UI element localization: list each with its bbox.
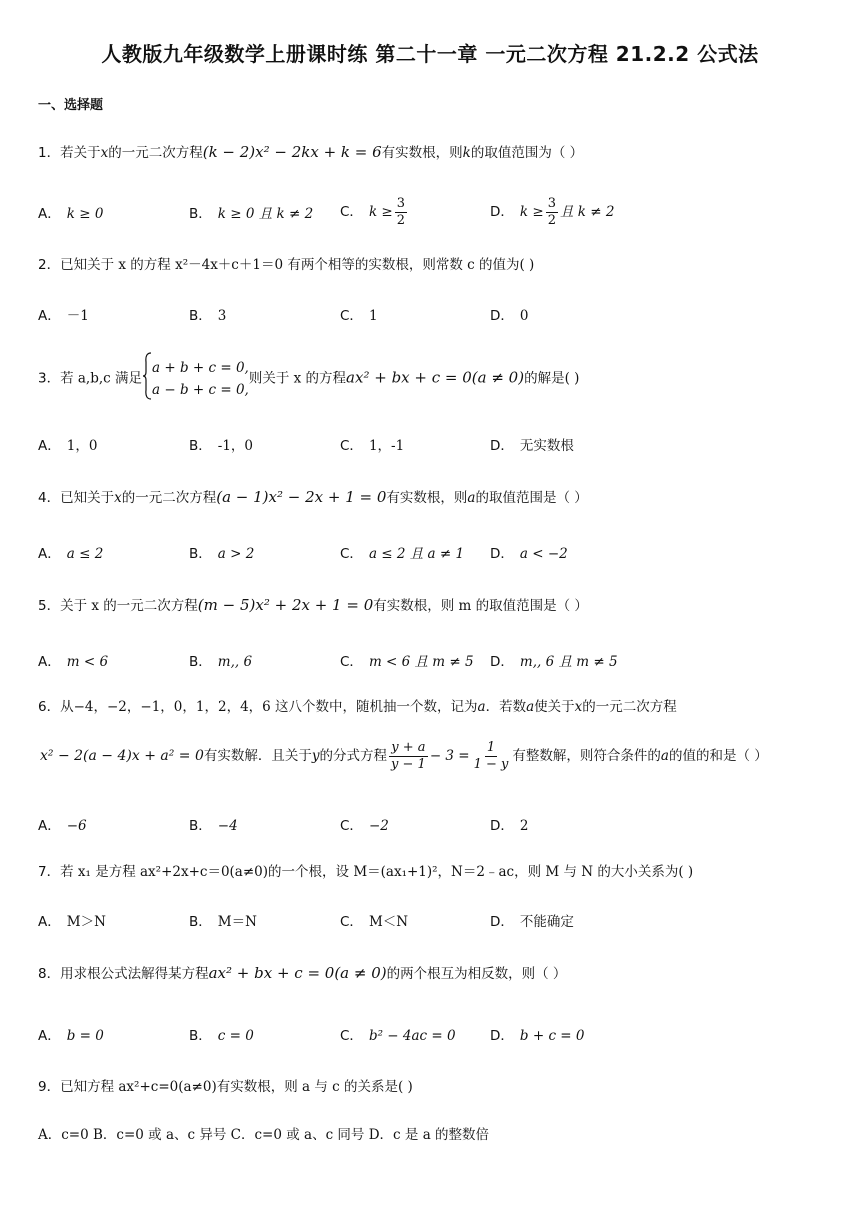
option-b[interactable]: B． M＝N xyxy=(189,914,257,930)
question-6-line-2: x² − 2(a − 4)x + a² = 0有实数解．且关于y的分式方程 $\frac{y + a}{y - 1}$ − 3 = $\frac{1}{1 - y}$ 有整数解，则符合条件的a的值的和是（ ） xyxy=(40,740,768,772)
option-d[interactable]: D． 无实数根 xyxy=(490,438,574,454)
question-4: 4．已知关于x的一元二次方程(a − 1)x² − 2x + 1 = 0有实数根，则a的取值范围是（ ） xyxy=(38,488,588,506)
question-1: 1．若关于x的一元二次方程(k − 2)x² − 2kx + k = 6有实数根，则k的取值范围为（ ） xyxy=(38,143,584,161)
option-a[interactable]: A． −6 xyxy=(38,818,87,834)
fraction: $\frac{3}{2}$ xyxy=(396,196,406,228)
option-c[interactable]: C． m < 6 且 m ≠ 5 xyxy=(340,654,474,670)
option-b[interactable]: B． 3 xyxy=(189,308,227,324)
question-6: 6．从−4，−2，−1，0，1，2，4，6 这八个数中，随机抽一个数，记为a．若数a使关于x的一元二次方程 xyxy=(38,699,677,715)
option-c[interactable]: C． a ≤ 2 且 a ≠ 1 xyxy=(340,546,465,562)
option-c[interactable]: C． k ≥ $\frac{3}{2}$ xyxy=(340,196,406,228)
fraction: $\frac{y + a}{y - 1}$ xyxy=(391,740,426,772)
question-9: 9．已知方程 ax²+c=0(a≠0)有实数根，则 a 与 c 的关系是( ) xyxy=(38,1079,413,1095)
option-a[interactable]: A． b = 0 xyxy=(38,1028,104,1044)
option-c[interactable]: C． b² − 4ac = 0 xyxy=(340,1028,456,1044)
question-7: 7．若 x₁ 是方程 ax²+2x+c＝0(a≠0)的一个根，设 M＝(ax₁+1)²，N＝2﹣ac，则 M 与 N 的大小关系为( ) xyxy=(38,864,694,880)
question-2: 2．已知关于 x 的方程 x²－4x＋c＋1＝0 有两个相等的实数根，则常数 c 的值为( ) xyxy=(38,257,535,273)
fraction: $\frac{1}{1 - y}$ xyxy=(473,740,509,772)
question-5: 5．关于 x 的一元二次方程(m − 5)x² + 2x + 1 = 0有实数根，则 m 的取值范围是（ ） xyxy=(38,596,588,614)
option-a[interactable]: A． －1 xyxy=(38,308,89,324)
options-9[interactable]: A．c=0 B．c=0 或 a、c 异号 C．c=0 或 a、c 同号 D．c 是 a 的整数倍 xyxy=(38,1127,490,1143)
option-a[interactable]: A． k ≥ 0 xyxy=(38,206,104,222)
option-d[interactable]: D． 2 xyxy=(490,818,529,834)
question-number: 1． xyxy=(38,145,61,161)
option-c[interactable]: C． 1 xyxy=(340,308,378,324)
option-d[interactable]: D． 不能确定 xyxy=(490,914,574,930)
option-b[interactable]: B． k ≥ 0 且 k ≠ 2 xyxy=(189,206,314,222)
option-b[interactable]: B． −4 xyxy=(189,818,238,834)
option-d[interactable]: D． a < −2 xyxy=(490,546,568,562)
option-d[interactable]: D． b + c = 0 xyxy=(490,1028,585,1044)
option-a[interactable]: A． M＞N xyxy=(38,914,106,930)
option-c[interactable]: C． 1，-1 xyxy=(340,438,405,454)
equation-system: a + b + c = 0, a − b + c = 0, xyxy=(152,360,249,398)
question-3: 3．若 a,b,c 满足 a + b + c = 0, a − b + c = 0, 则关于 x 的方程ax² + bx + c = 0(a ≠ 0)的解是( ) xyxy=(38,352,579,406)
option-c[interactable]: C． M＜N xyxy=(340,914,409,930)
option-b[interactable]: B． a > 2 xyxy=(189,546,255,562)
option-a[interactable]: A． 1，0 xyxy=(38,438,98,454)
option-b[interactable]: B． m,, 6 xyxy=(189,654,253,670)
option-b[interactable]: B． c = 0 xyxy=(189,1028,254,1044)
brace-icon xyxy=(142,352,152,406)
option-c[interactable]: C． −2 xyxy=(340,818,389,834)
option-d[interactable]: D． 0 xyxy=(490,308,529,324)
option-d[interactable]: D． m,, 6 且 m ≠ 5 xyxy=(490,654,618,670)
option-b[interactable]: B． -1，0 xyxy=(189,438,254,454)
option-d[interactable]: D． k ≥ $\frac{3}{2}$ 且 k ≠ 2 xyxy=(490,196,615,228)
equation: (k − 2)x² − 2kx + k = 6 xyxy=(202,143,382,161)
question-8: 8．用求根公式法解得某方程ax² + bx + c = 0(a ≠ 0)的两个根互为相反数，则（ ） xyxy=(38,964,567,982)
option-a[interactable]: A． m < 6 xyxy=(38,654,109,670)
fraction: $\frac{3}{2}$ xyxy=(547,196,556,228)
option-a[interactable]: A． a ≤ 2 xyxy=(38,546,104,562)
section-heading: 一、选择题 xyxy=(38,98,104,113)
page-title: 人教版九年级数学上册课时练 第二十一章 一元二次方程 21.2.2 公式法 xyxy=(101,42,759,66)
